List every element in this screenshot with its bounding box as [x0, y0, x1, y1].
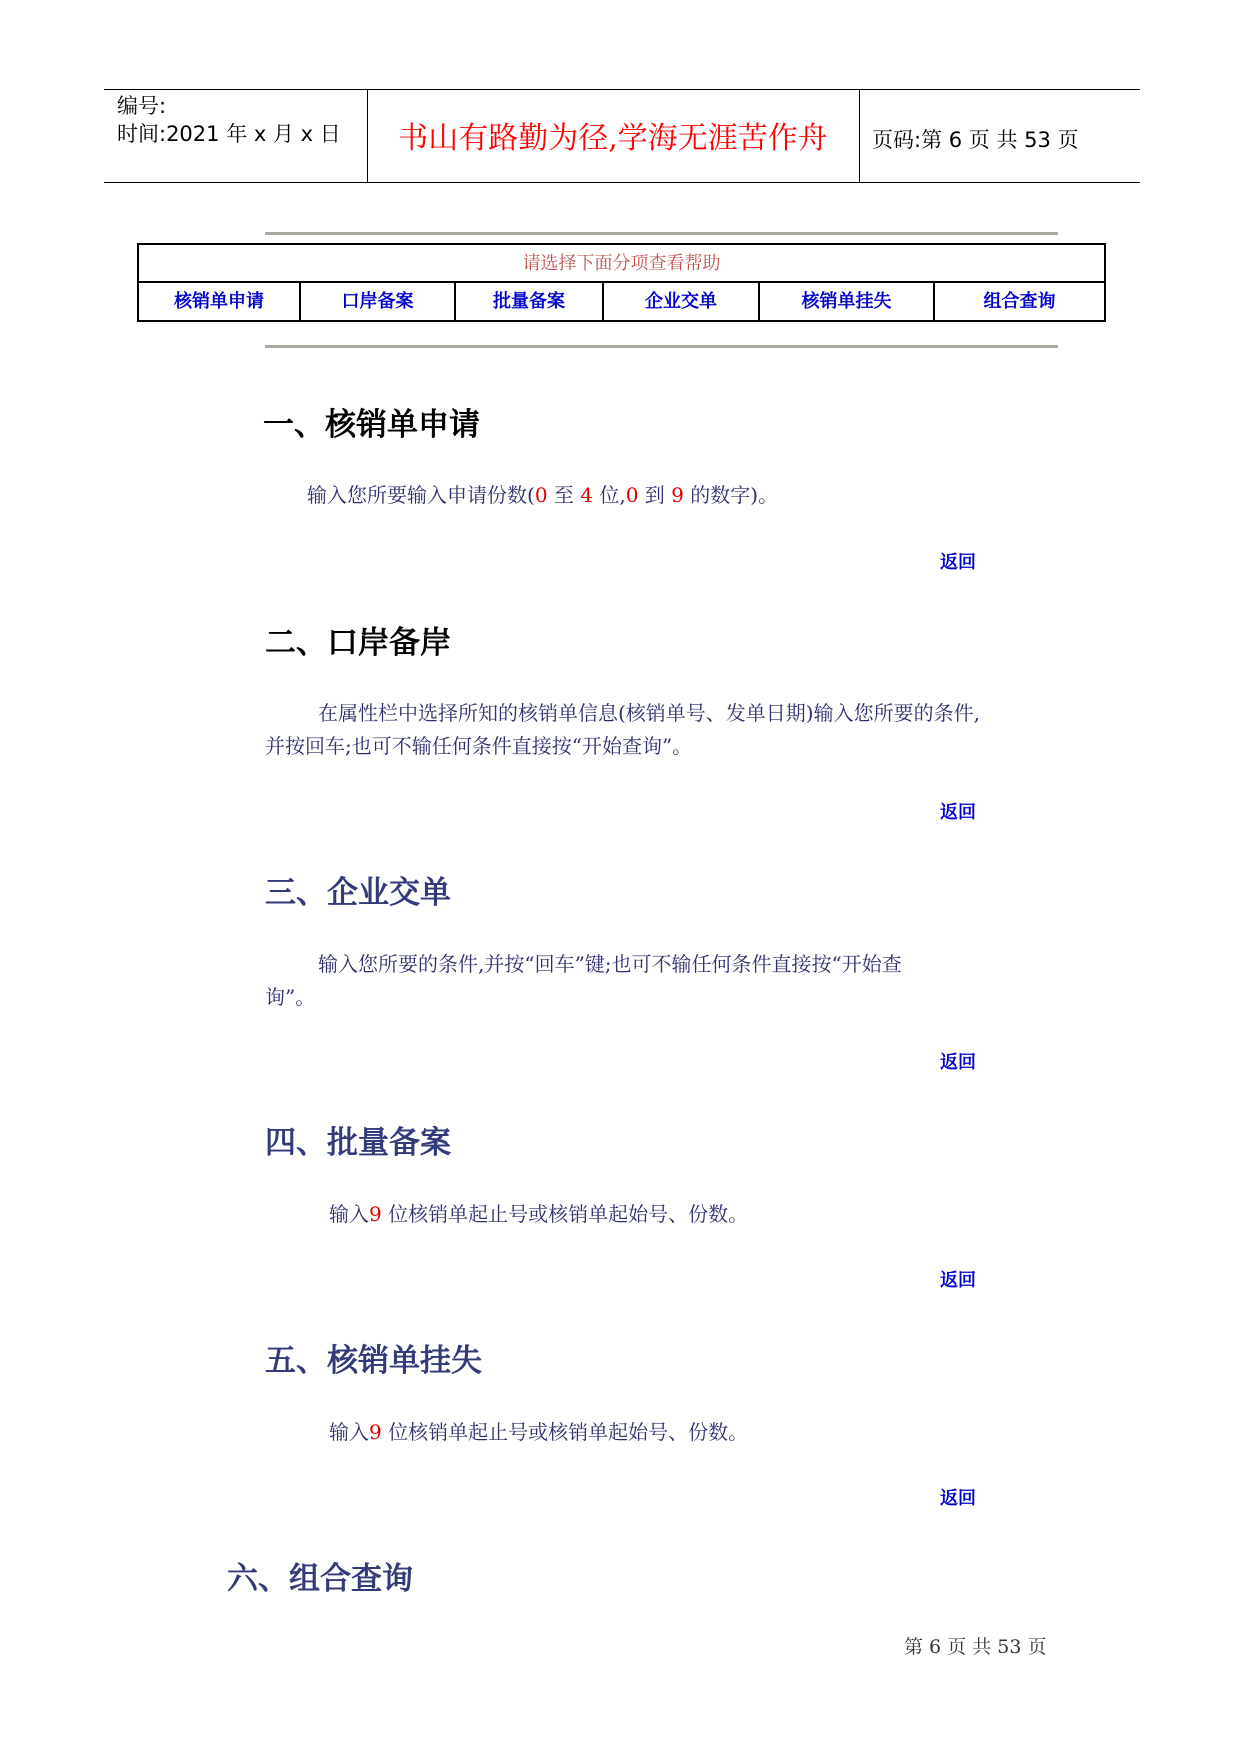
- nav-link-verification-apply[interactable]: 核销单申请: [174, 291, 264, 312]
- nav-caption: 请选择下面分项查看帮助: [139, 245, 1104, 283]
- help-nav-table: [137, 243, 1106, 322]
- header-number-label: 编号:: [117, 94, 167, 118]
- nav-link-report-loss[interactable]: 核销单挂失: [801, 291, 892, 312]
- section-3-text-line2: 询”。: [265, 985, 316, 1009]
- nav-link-batch-filing[interactable]: 批量备案: [493, 291, 565, 312]
- header-time-label: 时间:2021 年 x 月 x 日: [117, 122, 341, 146]
- nav-link-enterprise-submit[interactable]: 企业交单: [645, 291, 717, 312]
- top-divider: [265, 232, 1058, 235]
- section-2-text-line2: 并按回车;也可不输任何条件直接按“开始查询”。: [265, 734, 693, 758]
- section-heading-2: 二、口岸备岸: [265, 625, 451, 661]
- page-footer: 第 6 页 共 53 页: [904, 1636, 1047, 1658]
- section-1-text: 输入您所要输入申请份数(0 至 4 位,0 到 9 的数字)。: [307, 483, 779, 507]
- header-page-label: 页码:第 6 页 共 53 页: [872, 128, 1079, 152]
- back-link[interactable]: 返回: [940, 552, 976, 573]
- section-heading-1: 一、核销单申请: [263, 407, 480, 443]
- section-2-text-line1: 在属性栏中选择所知的核销单信息(核销单号、发单日期)输入您所要的条件,: [318, 701, 980, 725]
- section-heading-4: 四、批量备案: [265, 1125, 451, 1161]
- back-link[interactable]: 返回: [940, 1488, 976, 1509]
- header-divider-right: [859, 89, 860, 183]
- nav-link-port-filing[interactable]: 口岸备案: [341, 291, 414, 312]
- section-heading-3: 三、企业交单: [265, 875, 451, 911]
- section-5-text: 输入9 位核销单起止号或核销单起始号、份数。: [329, 1420, 749, 1444]
- section-4-text: 输入9 位核销单起止号或核销单起始号、份数。: [329, 1202, 749, 1226]
- back-link[interactable]: 返回: [940, 1052, 976, 1073]
- header-bottom-rule: [104, 182, 1140, 183]
- nav-link-combined-query[interactable]: 组合查询: [983, 291, 1056, 312]
- header-top-rule: [104, 89, 1140, 90]
- back-link[interactable]: 返回: [940, 1270, 976, 1291]
- header-motto: 书山有路勤为径,学海无涯苦作舟: [398, 121, 828, 156]
- section-heading-6: 六、组合查询: [227, 1561, 413, 1597]
- back-link[interactable]: 返回: [940, 802, 976, 823]
- bottom-divider: [265, 345, 1058, 348]
- section-3-text-line1: 输入您所要的条件,并按“回车”键;也可不输任何条件直接按“开始查: [318, 952, 902, 976]
- section-heading-5: 五、核销单挂失: [265, 1343, 482, 1379]
